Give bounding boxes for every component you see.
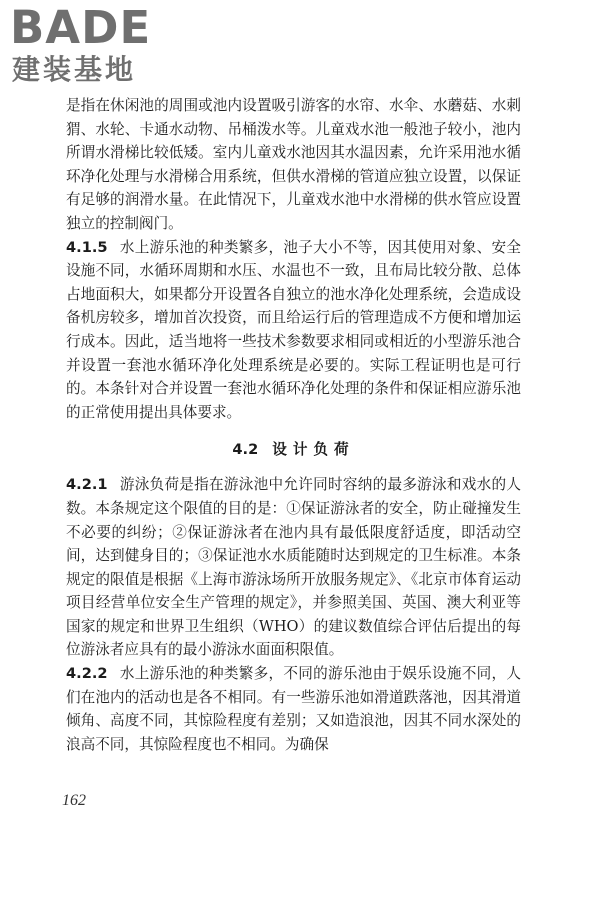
clause-text: 游泳负荷是指在游泳池中允许同时容纳的最多游泳和戏水的人数。本条规定这个限值的目的是：①保证游泳者的安全，防止碰撞发生不必要的纠纷；②保证游泳者在池内具有最低限度舒适度，即活动空间，达到健身目的；③保证池水水质能随时达到规定的卫生标准。本条规定的限值是根据《上海市游泳场所开放服务规定》、《北京市体育运动项目经营单位安全生产管理的规定》，并参照美国、英国、澳大利亚等国家的规定和世界卫生组织（WHO）的建议数值综合评估后提出的每位游泳者应具有的最小游泳水面面积限值。 <box>66 476 521 659</box>
clause-number: 4.2.1 <box>66 476 108 494</box>
clause-text: 水上游乐池的种类繁多，池子大小不等，因其使用对象、安全设施不同，水循环周期和水压、水温也不一致，且布局比较分散、总体占地面积大，如果都分开设置各自独立的池水净化处理系统，会造成设备机房较多，增加首次投资，而且给运行后的管理造成不方便和增加运行成本。因此，适当地将一些技术参数要求相同或相近的小型游乐池合并设置一套池水循环净化处理系统是必要的。实际工程证明也是可行的。本条针对合并设置一套池水循环净化处理的条件和保证相应游乐池的正常使用提出具体要求。 <box>66 238 521 421</box>
section-number: 4.2 <box>232 441 259 459</box>
document-body <box>66 94 521 756</box>
clause-number: 4.1.5 <box>66 238 108 256</box>
page-number: 162 <box>62 792 86 809</box>
intro-paragraph: 是指在休闲池的周围或池内设置吸引游客的水帘、水伞、水蘑菇、水刺猬、水轮、卡通水动物、吊桶泼水等。儿童戏水池一般池子较小，池内所谓水滑梯比较低矮。室内儿童戏水池因其水温因素，允许采用池水循环净化处理与水滑梯合用系统，但供水滑梯的管道应独立设置，以保证有足够的润滑水量。在此情况下，儿童戏水池中水滑梯的供水管应设置独立的控制阀门。 <box>66 97 521 232</box>
section-title: 设计负荷 <box>272 441 355 459</box>
clause-4-2-2 <box>66 662 521 756</box>
logo-brand-text: BADE <box>10 1 152 54</box>
clause-4-2-1 <box>66 473 521 662</box>
section-heading <box>66 440 521 460</box>
clause-text: 水上游乐池的种类繁多，不同的游乐池由于娱乐设施不同，人们在池内的活动也是各不相同。有一些游乐池如滑道跌落池，因其滑道倾角、高度不同，其惊险程度有差别；又如造浪池，因其不同水深处的浪高不同，其惊险程度也不相同。为确保 <box>66 665 521 753</box>
logo-subtitle: 建装基地 <box>12 53 137 86</box>
clause-number: 4.2.2 <box>66 665 108 683</box>
bade-logo <box>10 1 175 90</box>
clause-4-1-5 <box>66 236 521 425</box>
